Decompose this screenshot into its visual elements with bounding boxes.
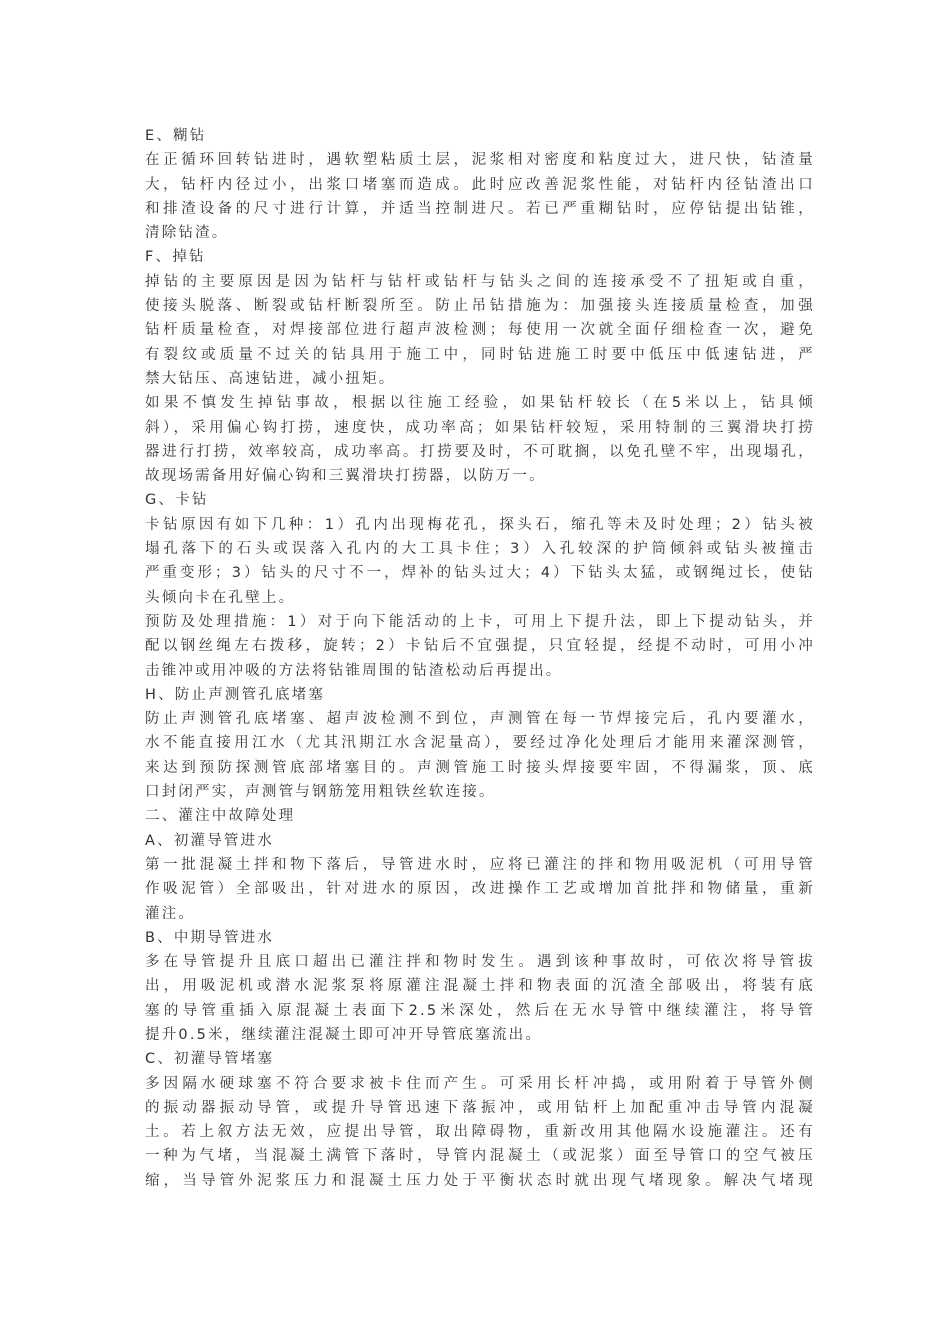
text-line: 来达到预防探测管底部堵塞目的。声测管施工时接头焊接要牢固，不得漏浆，顶、底 xyxy=(145,759,815,776)
text-line: 水不能直接用江水（尤其汛期江水含泥量高），要经过净化处理后才能用来灌深测管， xyxy=(145,735,815,752)
text-line: 二、灌注中故障处理 xyxy=(145,808,296,825)
text-line: 有裂纹或质量不过关的钻具用于施工中，同时钻进施工时要中低压中低速钻进，严 xyxy=(145,346,815,363)
text-line: 第一批混凝土拌和物下落后，导管进水时，应将已灌注的拌和物用吸泥机（可用导管 xyxy=(145,856,815,873)
text-line: 土。若上叙方法无效，应提出导管，取出障碍物，重新改用其他隔水设施灌注。还有 xyxy=(145,1124,815,1141)
text-line: 塌孔落下的石头或误落入孔内的大工具卡住；3）入孔较深的护筒倾斜或钻头被撞击 xyxy=(145,541,815,558)
text-line: 灌注。 xyxy=(145,905,196,922)
text-line: 口封闭严实，声测管与钢筋笼用粗铁丝软连接。 xyxy=(145,784,496,801)
text-line: 头倾向卡在孔壁上。 xyxy=(145,589,296,606)
text-line: B、中期导管进水 xyxy=(145,929,275,946)
text-line: 一种为气堵，当混凝土满管下落时，导管内混凝土（或泥浆）面至导管口的空气被压 xyxy=(145,1148,815,1165)
text-line: 和排渣设备的尺寸进行计算，并适当控制进尺。若已严重糊钻时，应停钻提出钻锥， xyxy=(145,200,815,217)
text-line: 多在导管提升且底口超出已灌注拌和物时发生。遇到该种事故时，可依次将导管拔 xyxy=(145,954,815,971)
text-line: 防止声测管孔底堵塞、超声波检测不到位，声测管在每一节焊接完后，孔内要灌水， xyxy=(145,711,815,728)
text-line: 严重变形；3）钻头的尺寸不一，焊补的钻头过大；4）下钻头太猛，或钢绳过长，使钻 xyxy=(145,565,815,582)
text-line: 配以钢丝绳左右拨移，旋转；2）卡钻后不宜强提，只宜轻提，经提不动时，可用小冲 xyxy=(145,638,815,655)
document-page xyxy=(145,124,815,1193)
text-line: F、掉钻 xyxy=(145,249,206,266)
text-line: 如果不慎发生掉钻事故，根据以往施工经验，如果钻杆较长（在5米以上，钻具倾 xyxy=(145,395,815,412)
text-line: 斜），采用偏心钩打捞，速度快，成功率高；如果钻杆较短，采用特制的三翼滑块打捞 xyxy=(145,419,815,436)
text-line: 清除钻渣。 xyxy=(145,225,229,242)
text-line: 塞的导管重插入原混凝土表面下2.5米深处，然后在无水导管中继续灌注，将导管 xyxy=(145,1002,815,1019)
text-line: 在正循环回转钻进时，遇软塑粘质土层，泥浆相对密度和粘度过大，进尺快，钻渣量 xyxy=(145,152,815,169)
text-line: 使接头脱落、断裂或钻杆断裂所至。防止吊钻措施为：加强接头连接质量检查，加强 xyxy=(145,298,815,315)
text-line: 预防及处理措施：1）对于向下能活动的上卡，可用上下提升法，即上下提动钻头，并 xyxy=(145,613,815,630)
text-line: C、初灌导管堵塞 xyxy=(145,1051,275,1068)
text-line: 钻杆质量检查，对焊接部位进行超声波检测；每使用一次就全面仔细检查一次，避免 xyxy=(145,322,815,339)
text-line: 缩，当导管外泥浆压力和混凝土压力处于平衡状态时就出现气堵现象。解决气堵现 xyxy=(145,1172,815,1189)
text-line: G、卡钻 xyxy=(145,492,209,509)
text-line: 卡钻原因有如下几种：1）孔内出现梅花孔，探头石，缩孔等未及时处理；2）钻头被 xyxy=(145,516,815,533)
text-line: 多因隔水硬球塞不符合要求被卡住而产生。可采用长杆冲捣，或用附着于导管外侧 xyxy=(145,1075,815,1092)
text-line: 提升0.5米，继续灌注混凝土即可冲开导管底塞流出。 xyxy=(145,1026,543,1043)
text-line: 大，钻杆内径过小，出浆口堵塞而造成。此时应改善泥浆性能，对钻杆内径钻渣出口 xyxy=(145,176,815,193)
text-line: 禁大钻压、高速钻进，减小扭矩。 xyxy=(145,370,396,387)
text-line: 器进行打捞，效率较高，成功率高。打捞要及时，不可耽搁，以免孔壁不牢，出现塌孔， xyxy=(145,443,815,460)
text-line: 出，用吸泥机或潜水泥浆泵将原灌注混凝土拌和物表面的沉渣全部吸出，将装有底 xyxy=(145,978,815,995)
text-line: A、初灌导管进水 xyxy=(145,832,275,849)
text-line: H、防止声测管孔底堵塞 xyxy=(145,686,326,703)
text-line: 作吸泥管）全部吸出，针对进水的原因，改进操作工艺或增加首批拌和物储量，重新 xyxy=(145,881,815,898)
text-line: 故现场需备用好偏心钩和三翼滑块打捞器，以防万一。 xyxy=(145,468,546,485)
text-line: 的振动器振动导管，或提升导管迅速下落振冲，或用钻杆上加配重冲击导管内混凝 xyxy=(145,1099,815,1116)
text-line: 击锥冲或用冲吸的方法将钻锥周围的钻渣松动后再提出。 xyxy=(145,662,563,679)
text-line: E、糊钻 xyxy=(145,128,207,144)
text-line: 掉钻的主要原因是因为钻杆与钻杆或钻杆与钻头之间的连接承受不了扭矩或自重， xyxy=(145,273,815,290)
